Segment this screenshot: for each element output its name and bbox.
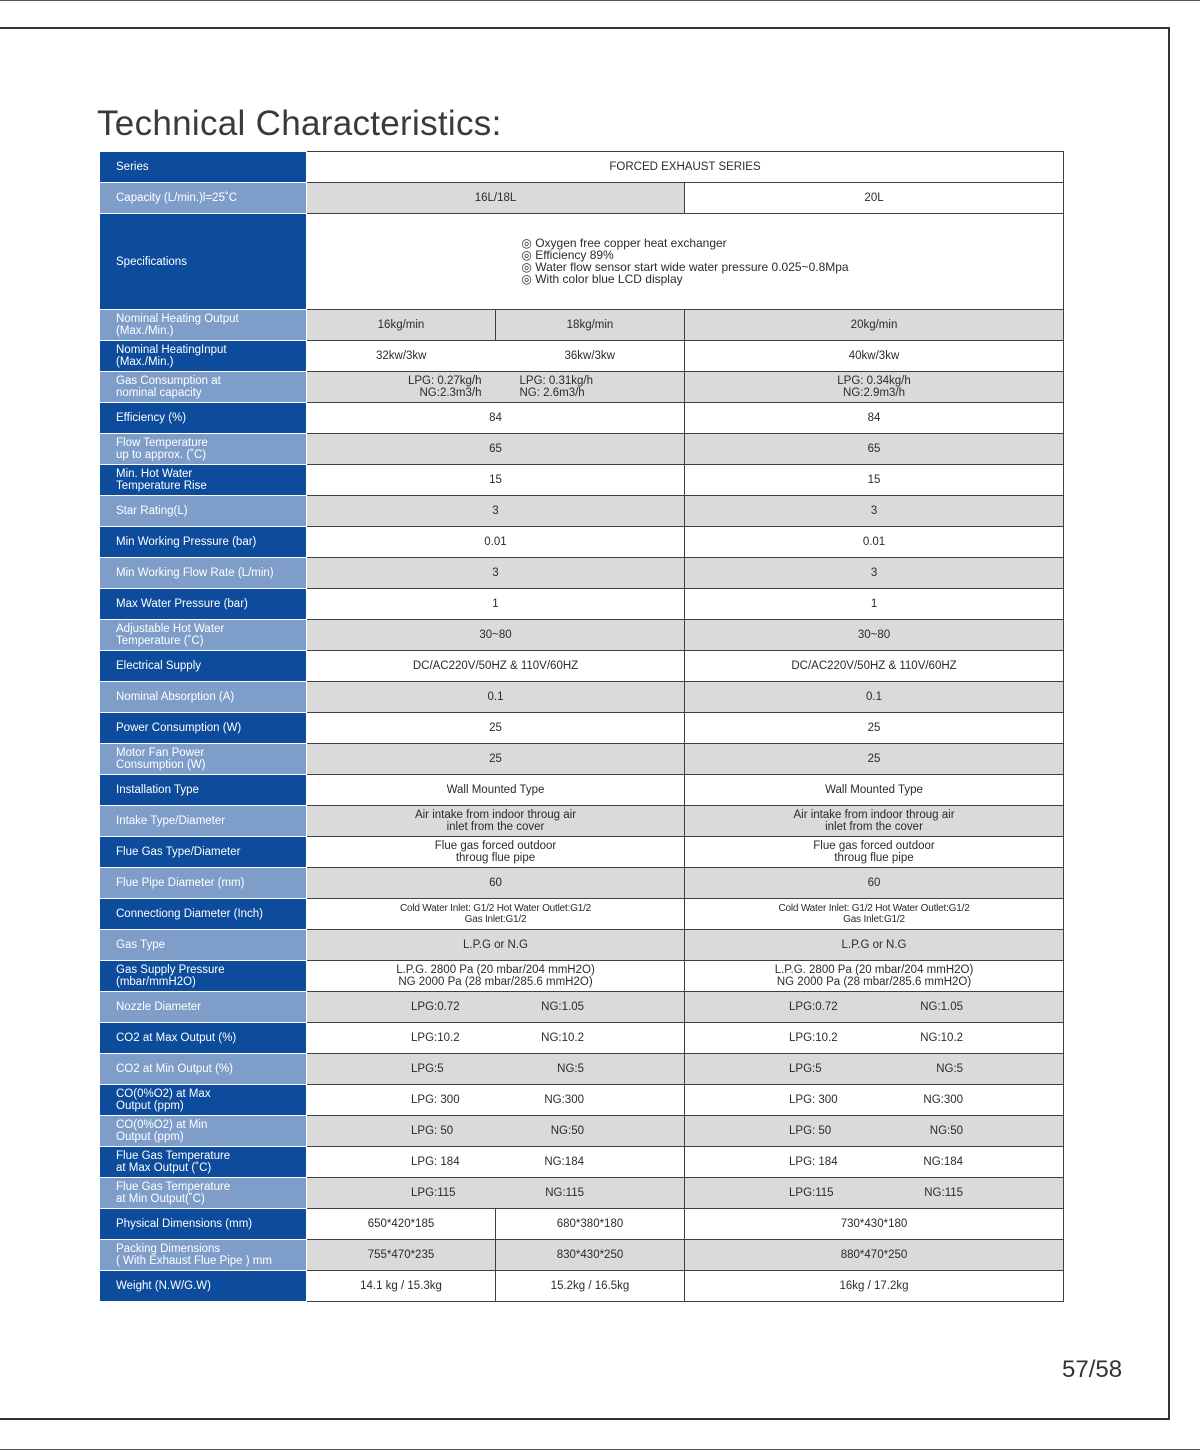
row-intake: [100, 806, 1064, 837]
row-star-rating: [100, 496, 1064, 527]
row-label: Nominal Heating Output (Max./Min.): [100, 310, 307, 341]
lpg-value: LPG:0.72: [411, 1001, 460, 1013]
value-b: 15: [685, 465, 1064, 496]
ng-value: NG:5: [557, 1063, 584, 1075]
ng-value: NG:115: [545, 1187, 584, 1199]
lpg-value: LPG:5: [789, 1063, 822, 1075]
heating-output-b: 20kg/min: [685, 310, 1064, 341]
row-label: CO2 at Min Output (%): [100, 1054, 307, 1085]
row-supply: [100, 651, 1064, 682]
value-b: 880*470*250: [685, 1240, 1064, 1271]
value-a: Cold Water Inlet: G1/2 Hot Water Outlet:G1/2 Gas Inlet:G1/2: [307, 899, 685, 930]
row-co2-max: [100, 1023, 1064, 1054]
value-b: L.P.G or N.G: [685, 930, 1064, 961]
row-heating-input: [100, 341, 1064, 372]
value-a1: 14.1 kg / 15.3kg: [307, 1271, 496, 1302]
value-a: 1: [307, 589, 685, 620]
row-install: [100, 775, 1064, 806]
value-b: Air intake from indoor throug air inlet from the cover: [685, 806, 1064, 837]
value-b: 3: [685, 558, 1064, 589]
value-a: L.P.G or N.G: [307, 930, 685, 961]
value-b: L.P.G. 2800 Pa (20 mbar/204 mmH2O) NG 2000 Pa (28 mbar/285.6 mmH2O): [685, 961, 1064, 992]
row-series: [100, 152, 1064, 183]
row-label: Gas Consumption at nominal capacity: [100, 372, 307, 403]
value-a: [307, 1147, 685, 1178]
row-label: Intake Type/Diameter: [100, 806, 307, 837]
value-a: Air intake from indoor throug air inlet from the cover: [307, 806, 685, 837]
capacity-b: 20L: [685, 183, 1064, 214]
row-gas-consumption: [100, 372, 1064, 403]
row-gas-supply: [100, 961, 1064, 992]
value-b: DC/AC220V/50HZ & 110V/60HZ: [685, 651, 1064, 682]
value-b: 16kg / 17.2kg: [685, 1271, 1064, 1302]
lpg-value: LPG:5: [411, 1063, 444, 1075]
value-b: Wall Mounted Type: [685, 775, 1064, 806]
series-value: FORCED EXHAUST SERIES: [307, 152, 1064, 183]
row-adj-temp: [100, 620, 1064, 651]
value-a2: 15.2kg / 16.5kg: [496, 1271, 685, 1302]
row-label: Min. Hot Water Temperature Rise: [100, 465, 307, 496]
row-label: Electrical Supply: [100, 651, 307, 682]
row-min-flow: [100, 558, 1064, 589]
row-label: Adjustable Hot Water Temperature (˚C): [100, 620, 307, 651]
value-a: 25: [307, 744, 685, 775]
page-title: Technical Characteristics:: [97, 104, 502, 143]
row-label: Gas Supply Pressure (mbar/mmH2O): [100, 961, 307, 992]
ng-value: NG:1.05: [541, 1001, 584, 1013]
row-flue-pipe: [100, 868, 1064, 899]
spec-item: ◎ Oxygen free copper heat exchanger: [521, 236, 727, 250]
row-label: CO(0%O2) at Min Output (ppm): [100, 1116, 307, 1147]
row-label: Power Consumption (W): [100, 713, 307, 744]
ng-value: NG:1.05: [920, 1001, 964, 1013]
lpg-value: LPG:115: [411, 1187, 456, 1199]
value-b: [685, 1085, 1064, 1116]
value-a: 15: [307, 465, 685, 496]
row-nozzle: [100, 992, 1064, 1023]
top-rule: [0, 0, 1200, 1]
lpg-value: LPG: 184: [789, 1156, 838, 1168]
value-a: Wall Mounted Type: [307, 775, 685, 806]
bottom-rule: [0, 1449, 1200, 1450]
value-b: [685, 1054, 1064, 1085]
capacity-a: 16L/18L: [307, 183, 685, 214]
value-b: [685, 992, 1064, 1023]
row-label: CO2 at Max Output (%): [100, 1023, 307, 1054]
value-b: Cold Water Inlet: G1/2 Hot Water Outlet:G1/2 Gas Inlet:G1/2: [685, 899, 1064, 930]
row-efficiency: [100, 403, 1064, 434]
row-label: Min Working Pressure (bar): [100, 527, 307, 558]
row-label: Nominal Absorption (A): [100, 682, 307, 713]
row-packing: [100, 1240, 1064, 1271]
row-label: Nozzle Diameter: [100, 992, 307, 1023]
value-a: [307, 1085, 685, 1116]
value-b: 3: [685, 496, 1064, 527]
row-min-pressure: [100, 527, 1064, 558]
ng-value: NG:50: [929, 1125, 964, 1137]
row-flue-min: [100, 1178, 1064, 1209]
lpg-value: LPG: 300: [411, 1094, 460, 1106]
row-label: Capacity (L/min.)l=25˚C: [100, 183, 307, 214]
value-a: 65: [307, 434, 685, 465]
spec-table: [99, 151, 1064, 1302]
value-a: 0.1: [307, 682, 685, 713]
value-b: 0.01: [685, 527, 1064, 558]
value-a: [307, 992, 685, 1023]
gas-consumption-b: LPG: 0.34kg/h NG:2.9m3/h: [685, 372, 1064, 403]
ng-value: NG:5: [936, 1063, 964, 1075]
value-a: [307, 1054, 685, 1085]
row-label: Motor Fan Power Consumption (W): [100, 744, 307, 775]
lpg-value: LPG:10.2: [411, 1032, 460, 1044]
value-a: [307, 1023, 685, 1054]
value-a: Flue gas forced outdoor throug flue pipe: [307, 837, 685, 868]
row-label: Flow Temperature up to approx. (˚C): [100, 434, 307, 465]
heating-output-a2: 18kg/min: [496, 310, 685, 341]
value-a: DC/AC220V/50HZ & 110V/60HZ: [307, 651, 685, 682]
row-label: CO(0%O2) at Max Output (ppm): [100, 1085, 307, 1116]
value-b: 30~80: [685, 620, 1064, 651]
value-b: [685, 1023, 1064, 1054]
row-label: Packing Dimensions ( With Exhaust Flue Pipe ) mm: [100, 1240, 307, 1271]
value-b: 25: [685, 744, 1064, 775]
value-b: [685, 1147, 1064, 1178]
lpg-value: LPG: 50: [789, 1125, 832, 1137]
heating-input-b: 40kw/3kw: [685, 341, 1064, 372]
row-specifications: [100, 214, 1064, 310]
value-b: [685, 1178, 1064, 1209]
value-a: 3: [307, 496, 685, 527]
row-label: Series: [100, 152, 307, 183]
row-weight: [100, 1271, 1064, 1302]
gas-consumption-a2: LPG: 0.31kg/h NG: 2.6m3/h: [496, 372, 685, 403]
row-dims: [100, 1209, 1064, 1240]
value-a: 3: [307, 558, 685, 589]
gas-consumption-a1: LPG: 0.27kg/h NG:2.3m3/h: [307, 372, 496, 403]
ng-value: NG:10.2: [541, 1032, 584, 1044]
row-co-min: [100, 1116, 1064, 1147]
row-label: Gas Type: [100, 930, 307, 961]
row-label: Star Rating(L): [100, 496, 307, 527]
row-flue-max: [100, 1147, 1064, 1178]
lpg-value: LPG: 50: [411, 1125, 454, 1137]
value-b: 60: [685, 868, 1064, 899]
ng-value: NG:184: [544, 1156, 584, 1168]
row-label: Flue Gas Type/Diameter: [100, 837, 307, 868]
row-temp-rise: [100, 465, 1064, 496]
row-capacity: [100, 183, 1064, 214]
ng-value: NG:300: [923, 1094, 964, 1106]
value-a: 0.01: [307, 527, 685, 558]
row-flue-type: [100, 837, 1064, 868]
value-a: 60: [307, 868, 685, 899]
row-label: Physical Dimensions (mm): [100, 1209, 307, 1240]
value-a: 25: [307, 713, 685, 744]
heating-input-a1: 32kw/3kw: [307, 341, 496, 372]
row-label: Nominal HeatingInput (Max./Min.): [100, 341, 307, 372]
value-a1: 755*470*235: [307, 1240, 496, 1271]
value-a: 30~80: [307, 620, 685, 651]
value-a: L.P.G. 2800 Pa (20 mbar/204 mmH2O) NG 2000 Pa (28 mbar/285.6 mmH2O): [307, 961, 685, 992]
row-power: [100, 713, 1064, 744]
row-heating-output: [100, 310, 1064, 341]
value-a2: 830*430*250: [496, 1240, 685, 1271]
value-b: [685, 1116, 1064, 1147]
row-max-pressure: [100, 589, 1064, 620]
value-a: [307, 1116, 685, 1147]
row-co-max: [100, 1085, 1064, 1116]
value-a2: 680*380*180: [496, 1209, 685, 1240]
row-label: Connectiong Diameter (Inch): [100, 899, 307, 930]
ng-value: NG:300: [544, 1094, 584, 1106]
row-connect: [100, 899, 1064, 930]
lpg-value: LPG: 184: [411, 1156, 460, 1168]
ng-value: NG:115: [924, 1187, 964, 1199]
spec-item: ◎ Efficiency 89%: [521, 248, 614, 262]
value-b: 84: [685, 403, 1064, 434]
ng-value: NG:10.2: [920, 1032, 964, 1044]
value-b: 25: [685, 713, 1064, 744]
spec-item: ◎ With color blue LCD display: [521, 272, 683, 286]
spec-item: ◎ Water flow sensor start wide water pressure 0.025~0.8Mpa: [521, 260, 849, 274]
value-b: 0.1: [685, 682, 1064, 713]
row-label: Specifications: [100, 214, 307, 310]
row-label: Min Working Flow Rate (L/min): [100, 558, 307, 589]
row-label: Installation Type: [100, 775, 307, 806]
value-a: [307, 1178, 685, 1209]
row-co2-min: [100, 1054, 1064, 1085]
row-gas-type: [100, 930, 1064, 961]
specifications-list: [307, 214, 1064, 310]
row-label: Weight (N.W/G.W): [100, 1271, 307, 1302]
row-label: Max Water Pressure (bar): [100, 589, 307, 620]
lpg-value: LPG: 300: [789, 1094, 838, 1106]
ng-value: NG:50: [550, 1125, 584, 1137]
value-a1: 650*420*185: [307, 1209, 496, 1240]
row-fan-power: [100, 744, 1064, 775]
lpg-value: LPG:115: [789, 1187, 834, 1199]
value-b: 1: [685, 589, 1064, 620]
row-label: Efficiency (%): [100, 403, 307, 434]
heating-output-a1: 16kg/min: [307, 310, 496, 341]
value-a: 84: [307, 403, 685, 434]
row-label: Flue Gas Temperature at Min Output(˚C): [100, 1178, 307, 1209]
value-b: Flue gas forced outdoor throug flue pipe: [685, 837, 1064, 868]
ng-value: NG:184: [923, 1156, 964, 1168]
page-number: 57/58: [1062, 1356, 1123, 1383]
heating-input-a2: 36kw/3kw: [496, 341, 685, 372]
row-absorption: [100, 682, 1064, 713]
value-b: 730*430*180: [685, 1209, 1064, 1240]
value-b: 65: [685, 434, 1064, 465]
row-flow-temp: [100, 434, 1064, 465]
row-label: Flue Gas Temperature at Max Output (˚C): [100, 1147, 307, 1178]
lpg-value: LPG:10.2: [789, 1032, 838, 1044]
lpg-value: LPG:0.72: [789, 1001, 838, 1013]
row-label: Flue Pipe Diameter (mm): [100, 868, 307, 899]
